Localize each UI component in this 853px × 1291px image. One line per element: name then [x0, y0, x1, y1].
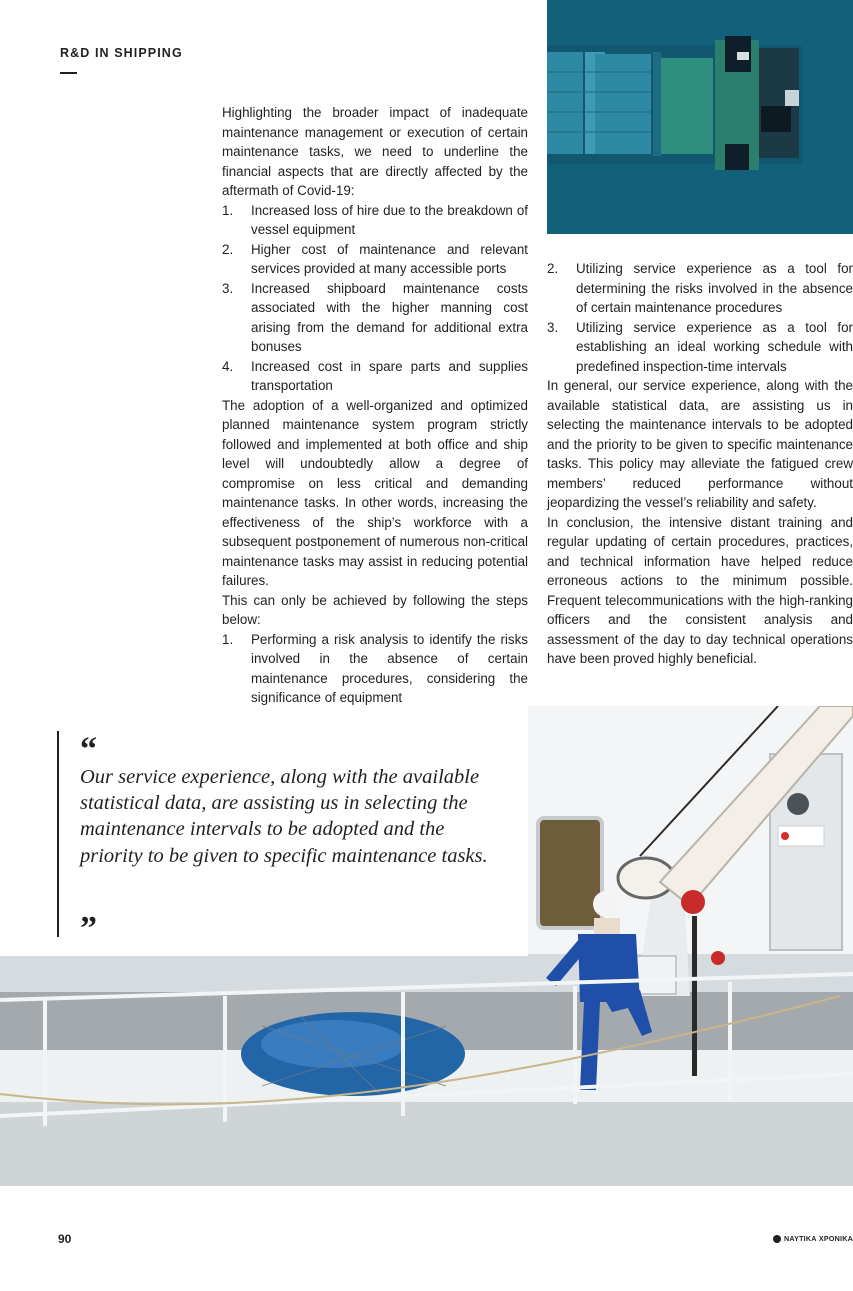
publication-name: ΝΑΥΤΙΚΑ ΧΡΟΝΙΚΑ: [783, 1234, 853, 1243]
list-item: [222, 630, 528, 708]
article-column-left: [222, 103, 528, 708]
list-item-number: 3.: [547, 319, 559, 335]
open-quote-icon: “: [80, 731, 97, 768]
container-stack-blocks: [547, 52, 661, 156]
steps-list: [222, 630, 528, 708]
section-divider: [60, 72, 77, 74]
body-paragraph: The adoption of a well-organized and optimized planned maintenance system program strictly followed and implemented at both office and ship level will undoubtedly allow a degree of compromise on less critical and demanding maintenance tasks. In other words, increasing the effectiveness of the ship’s workforce with a subsequent postponement of numerous non-critical maintenance tasks may assist in reducing potential failures.: [222, 397, 528, 588]
close-quote-icon: ”: [80, 910, 97, 947]
list-item-text: Increased cost in spare parts and supplies transportation: [251, 358, 528, 393]
list-item-number: 1.: [222, 631, 234, 647]
list-item-number: 1.: [222, 202, 234, 218]
list-item: [222, 279, 528, 357]
list-item: [222, 201, 528, 240]
article-column-right: [547, 259, 853, 669]
page-number: 90: [58, 1232, 72, 1246]
list-item: [547, 318, 853, 377]
list-item-text: Increased shipboard maintenance costs associated with the higher manning cost arising from the demand for additional extra bonuses: [251, 280, 528, 354]
list-item-number: 4.: [222, 358, 234, 374]
aerial-ship-photo: [547, 0, 853, 234]
list-item: [547, 259, 853, 318]
list-item-number: 3.: [222, 280, 234, 296]
list-item: [222, 240, 528, 279]
section-label: R&D IN SHIPPING: [60, 46, 183, 60]
list-item-text: Performing a risk analysis to identify the risks involved in the absence of certain maintenance procedures, considering the significance of equipment: [251, 631, 528, 705]
list-item-number: 2.: [547, 261, 559, 276]
brand-logo-icon: [773, 1235, 781, 1243]
pull-quote-text: Our service experience, along with the available statistical data, are assisting us in selecting the maintenance intervals to be adopted and the priority to be given to specific maintenance tasks.: [80, 766, 488, 867]
list-item-text: Increased loss of hire due to the breakdown of vessel equipment: [251, 202, 528, 237]
list-item: [222, 357, 528, 396]
intro-paragraph: Highlighting the broader impact of inadequate maintenance management or execution of certain maintenance tasks, we need to underline the financial aspects that are directly affected by the aftermath of Covid-19:: [222, 105, 528, 198]
body-paragraph: This can only be achieved by following the steps below:: [222, 592, 528, 627]
body-paragraph: In general, our service experience, along with the available statistical data, are assisting us in selecting the maintenance intervals to be adopted and the priority to be given to specific maintenance tasks. This policy may alleviate the fatigued crew members’ reduced performance without jeopardizing the vessel’s reliability and safety.: [547, 378, 853, 510]
list-item-text: Higher cost of maintenance and relevant services provided at many accessible ports: [251, 241, 528, 276]
list-item-number: 2.: [222, 241, 234, 257]
steps-list-continued: [547, 259, 853, 376]
pull-quote-bar: [57, 731, 59, 937]
publication-brand: [773, 1234, 853, 1243]
body-paragraph: In conclusion, the intensive distant training and regular updating of certain procedures, practices, and technical information have helped reduce erroneous actions to the minimum possible. Frequent telecommunications with the high-ranking officers and the consistent analysis and assessment of the day to day technical operations have been proved highly beneficial.: [547, 514, 853, 666]
list-item-text: Utilizing service experience as a tool for determining the risks involved in the absence of certain maintenance procedures: [576, 261, 853, 315]
list-item-text: Utilizing service experience as a tool for establishing an ideal working schedule with predefined inspection-time intervals: [576, 319, 853, 374]
financial-impact-list: [222, 201, 528, 396]
